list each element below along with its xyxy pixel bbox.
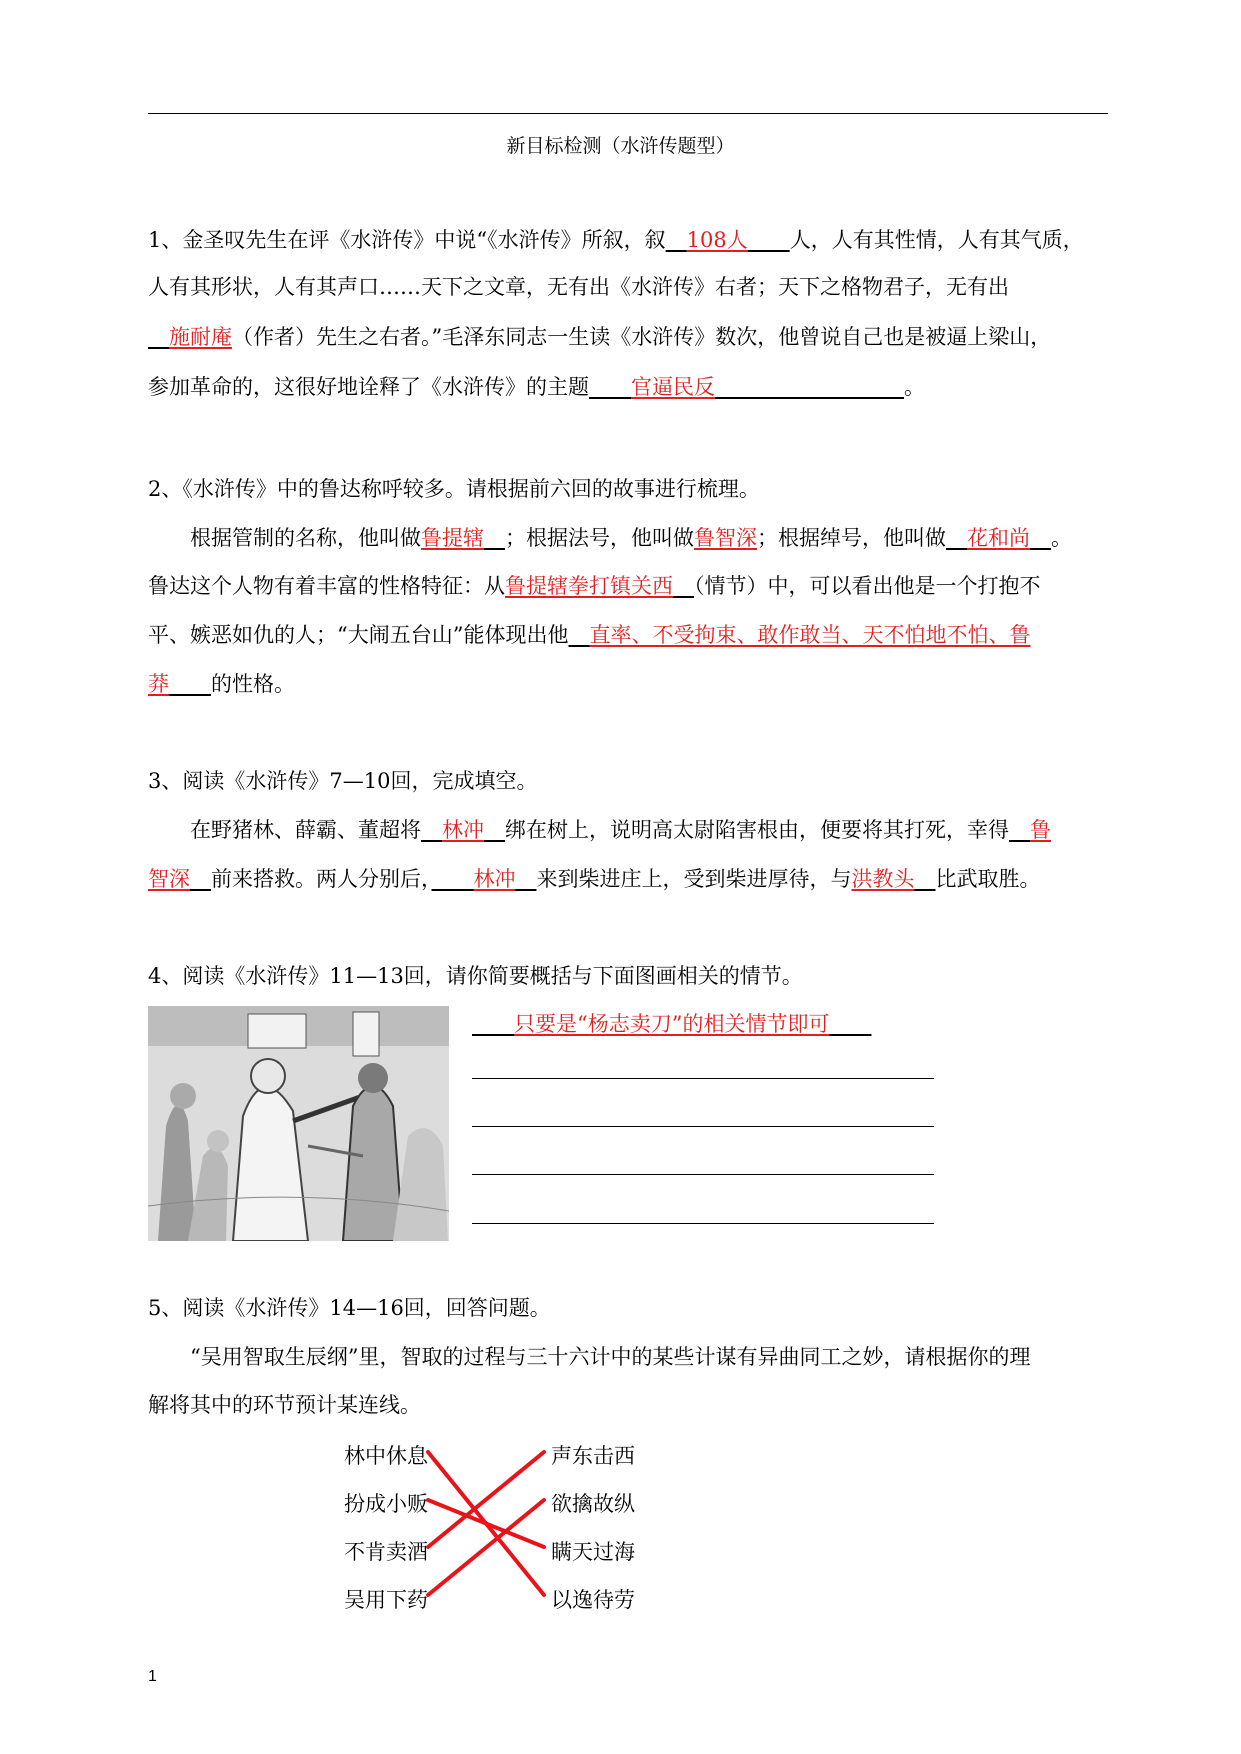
q2-line-2: 鲁达这个人物有着丰富的性格特征：从鲁提辖拳打镇关西 （情节）中，可以看出他是一个打抱不 [148, 574, 1041, 598]
match-connector [428, 1500, 544, 1547]
sword-selling-illustration [148, 1006, 449, 1241]
q3-answer-1: 林冲 [442, 818, 484, 842]
answer-line [472, 1223, 934, 1224]
q2-line-4: 莽 的性格。 [148, 672, 295, 696]
match-left-item: 不肯卖酒 [344, 1540, 428, 1564]
q5-line-2: 解将其中的环节预计某连线。 [148, 1393, 421, 1417]
q1-line-4: 参加革命的，这很好地诠释了《水浒传》的主题 官逼民反 。 [148, 375, 925, 399]
match-right-item: 以逸待劳 [551, 1588, 635, 1612]
page-title: 新目标检测（水浒传题型） [506, 135, 735, 157]
q3-answer-2: 鲁 [1030, 818, 1051, 842]
q4-heading: 4、阅读《水浒传》11—13回，请你简要概括与下面图画相关的情节。 [148, 964, 803, 988]
answer-line [472, 1126, 934, 1127]
q1-answer-2: 施耐庵 [169, 325, 232, 349]
match-left-item: 吴用下药 [344, 1588, 428, 1612]
q1-answer-3: 官逼民反 [631, 375, 715, 399]
q2-line-3: 平、嫉恶如仇的人；“大闹五台山”能体现出他 直率、不受拘束、敢作敢当、天不怕地不怕、鲁 [148, 623, 1031, 647]
header-rule [148, 113, 1108, 114]
q3-answer-4: 洪教头 [851, 867, 915, 891]
q2-answer-4: 鲁提辖拳打镇关西 [505, 574, 673, 598]
answer-line [472, 1174, 934, 1175]
answer-line [472, 1078, 934, 1079]
q3-answer-3: 林冲 [473, 867, 516, 891]
match-right-item: 欲擒故纵 [551, 1492, 635, 1516]
q3-line-1: 在野猪林、薛霸、董超将 林冲 绑在树上，说明高太尉陷害根由，便要将其打死，幸得 鲁 [190, 818, 1051, 842]
match-left-item: 林中休息 [344, 1444, 428, 1468]
q2-line-1: 根据管制的名称，他叫做鲁提辖 ；根据法号，他叫做鲁智深；根据绰号，他叫做 花和尚 。 [190, 526, 1072, 550]
q2-answer-2: 鲁智深 [694, 526, 757, 550]
illustration-image [148, 1006, 449, 1241]
q4-answer: 只要是“杨志卖刀”的相关情节即可 [514, 1012, 830, 1036]
page-number: 1 [148, 1668, 157, 1685]
q4-answer-line [472, 1009, 871, 1039]
q1-line-1: 1、金圣叹先生在评《水浒传》中说“《水浒传》所叙，叙 108人 人，人有其性情，人有其气质， [148, 228, 1084, 252]
q1-line-3: 施耐庵（作者）先生之右者。”毛泽东同志一生读《水浒传》数次，他曾说自己也是被逼上梁山， [169, 325, 1052, 349]
match-right-item: 瞒天过海 [551, 1540, 635, 1564]
q2-answer-1: 鲁提辖 [421, 526, 484, 550]
matching-lines [420, 1440, 550, 1620]
match-left-item: 扮成小贩 [344, 1492, 428, 1516]
q2-answer-5: 直率、不受拘束、敢作敢当、天不怕地不怕、鲁 [589, 623, 1031, 647]
q3-line-2: 智深 前来搭救。两人分别后， 林冲 来到柴进庄上，受到柴进厚待，与洪教头 比武取胜。 [148, 867, 1041, 891]
match-connector [428, 1452, 544, 1547]
q2-heading: 2、《水浒传》中的鲁达称呼较多。请根据前六回的故事进行梳理。 [148, 477, 760, 501]
q1-answer-1: 108人 [686, 228, 748, 252]
q2-answer-3: 花和尚 [967, 526, 1030, 550]
q5-line-1: “吴用智取生辰纲”里，智取的过程与三十六计中的某些计谋有异曲同工之妙，请根据你的理 [190, 1345, 1031, 1369]
q5-heading: 5、阅读《水浒传》14—16回，回答问题。 [148, 1296, 551, 1320]
q3-heading: 3、阅读《水浒传》7—10回，完成填空。 [148, 769, 538, 793]
q1-line-2: 人有其形状，人有其声口……天下之文章，无有出《水浒传》右者；天下之格物君子，无有出 [148, 275, 1009, 299]
match-connector [428, 1500, 544, 1595]
match-right-item: 声东击西 [551, 1444, 635, 1468]
